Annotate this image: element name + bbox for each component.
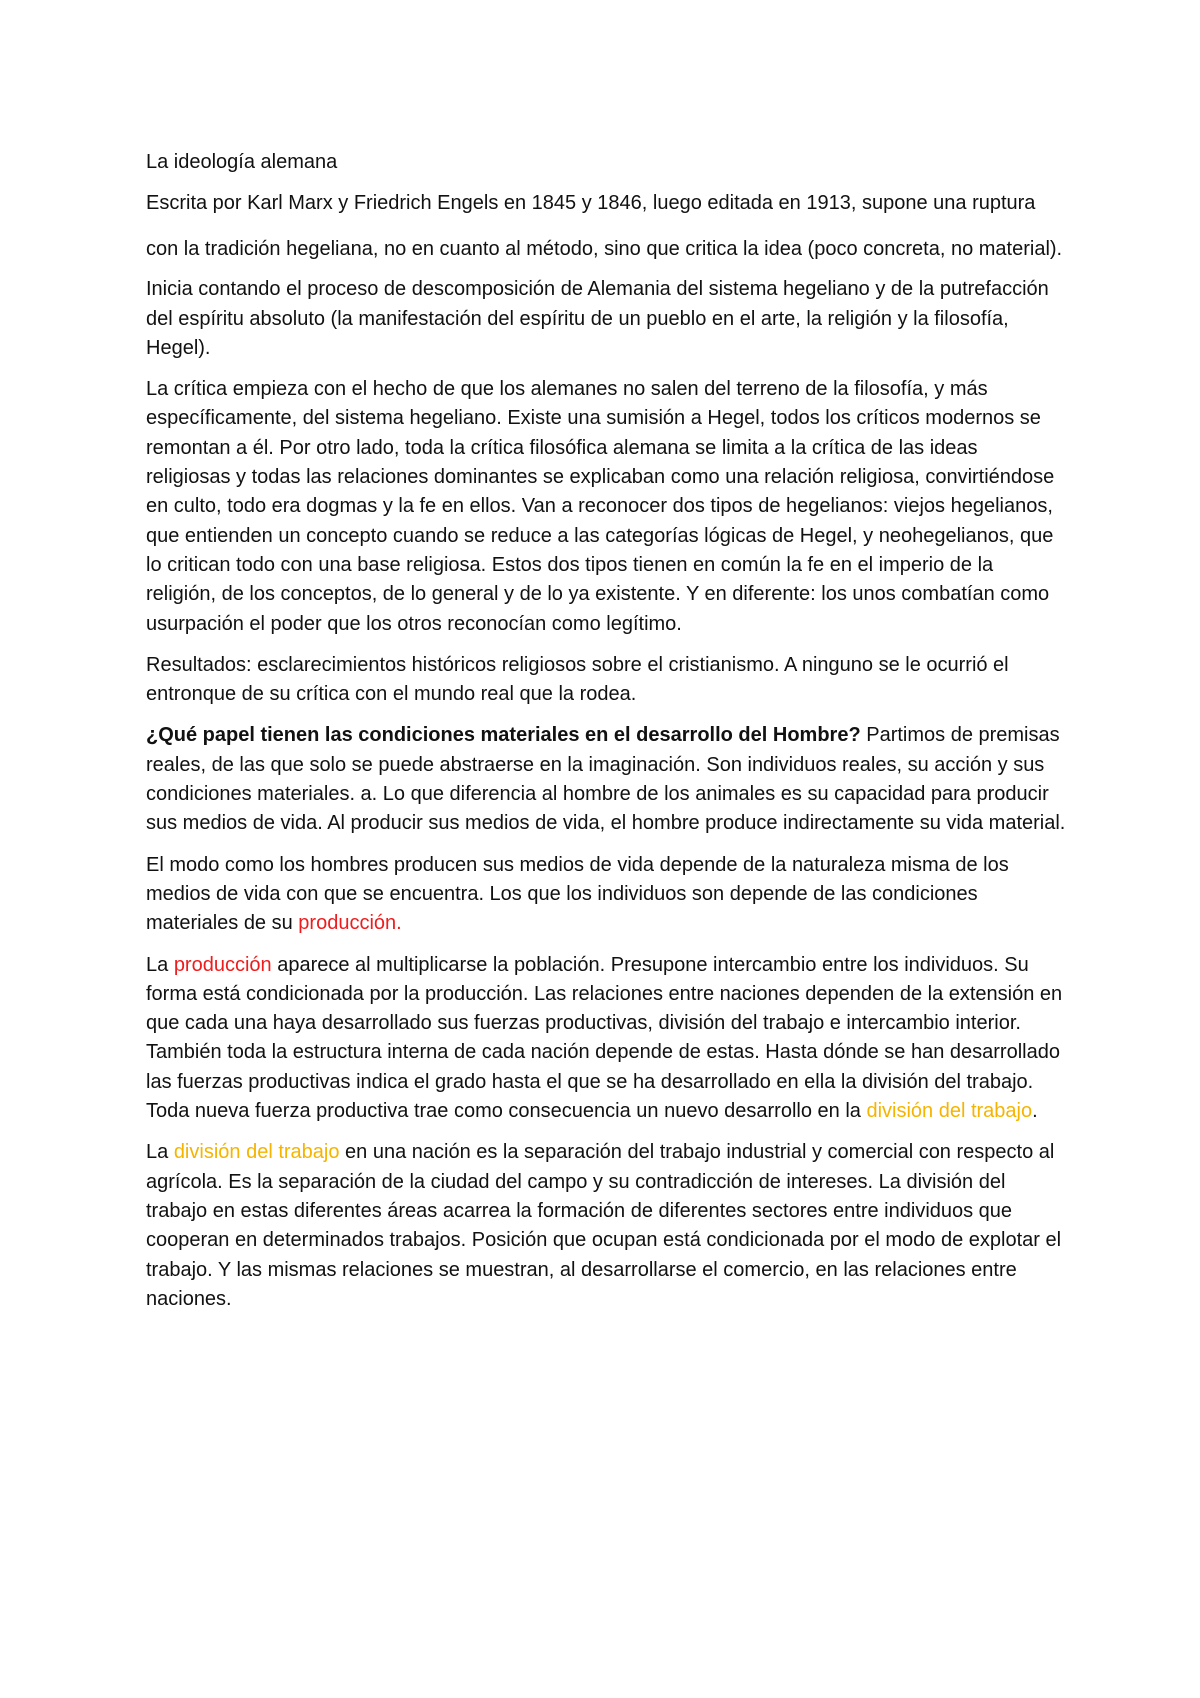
paragraph-end: . (1032, 1100, 1038, 1123)
document-body (146, 148, 1066, 1326)
question-heading: ¿Qué papel tienen las condiciones materiales en el desarrollo del Hombre? (146, 724, 861, 747)
paragraph-decomposition: Inicia contando el proceso de descomposición de Alemania del sistema hegeliano y de la putrefacción del espíritu absoluto (la manifestación del espíritu de un pueblo en el arte, la religión y la filosofía, Hegel). (146, 278, 1049, 359)
document-title: La ideología alemana (146, 151, 338, 173)
highlight-division-del-trabajo: división del trabajo (173, 1141, 340, 1164)
paragraph-text: en una nación es la separación del trabajo industrial y comercial con respecto al agrícola. Es la separación de la ciudad del campo y su contradicción de intereses. La división del trabajo en estas diferentes áreas acarrea la formación de diferentes sectores entre individuos que cooperan en determinados trabajos. Posición que ocupan está condicionada por el modo de explotar el trabajo. Y las mismas relaciones se muestran, al desarrollarse el comercio, en las relaciones entre naciones. (146, 1141, 1062, 1310)
paragraph-mode-of-production (146, 851, 1066, 939)
paragraph-lead: La (146, 1141, 174, 1164)
paragraph-production (146, 951, 1066, 1127)
highlight-division-del-trabajo: división del trabajo (866, 1100, 1033, 1123)
paragraph-lead: La (146, 953, 174, 976)
paragraph-text: El modo como los hombres producen sus medios de vida depende de la naturaleza misma de los medios de vida con que se encuentra. Los que los individuos son depende de las condiciones materiales de su (146, 853, 1009, 935)
paragraph-results: Resultados: esclarecimientos históricos religiosos sobre el cristianismo. A ninguno se le ocurrió el entronque de su crítica con el mundo real que la rodea. (146, 653, 1009, 706)
paragraph-division-of-labor (146, 1138, 1066, 1314)
paragraph-text: aparece al multiplicarse la población. Presupone intercambio entre los individuos. Su forma está condicionada por la producción. Las relaciones entre naciones dependen de la extensión en que cada una haya desarrollado sus fuerzas productivas, división del trabajo e intercambio interior. También toda la estructura interna de cada nación depende de estas. Hasta dónde se han desarrollado las fuerzas productivas indica el grado hasta el que se ha desarrollado en ella la división del trabajo. Toda nueva fuerza productiva trae como consecuencia un nuevo desarrollo en la (146, 953, 1063, 1123)
paragraph-material-conditions (146, 721, 1066, 838)
highlight-produccion: producción (173, 953, 272, 976)
highlight-produccion: producción. (298, 912, 402, 935)
paragraph-intro: Escrita por Karl Marx y Friedrich Engels en 1845 y 1846, luego editada en 1913, supone una ruptura con la tradición hegeliana, no en cuanto al método, sino que critica la idea (poco concreta, no material). (146, 192, 1063, 261)
paragraph-critique: La crítica empieza con el hecho de que los alemanes no salen del terreno de la filosofía, y más específicamente, del sistema hegeliano. Existe una sumisión a Hegel, todos los críticos modernos se remontan a él. Por otro lado, toda la crítica filosófica alemana se limita a la crítica de las ideas religiosas y todas las relaciones dominantes se explicaban como una relación religiosa, convirtiéndose en culto, todo era dogmas y la fe en ellos. Van a reconocer dos tipos de hegelianos: viejos hegelianos, que entienden un concepto cuando se reduce a las categorías lógicas de Hegel, y neohegelianos, que lo critican todo con una base religiosa. Estos dos tipos tienen en común la fe en el imperio de la religión, de los conceptos, de lo general y de lo ya existente. Y en diferente: los unos combatían como usurpación el poder que los otros reconocían como legítimo. (146, 378, 1055, 635)
paragraph-text: Partimos de premisas reales, de las que solo se puede abstraerse en la imaginación. Son individuos reales, su acción y sus condiciones materiales. a. Lo que diferencia al hombre de los animales es su capacidad para producir sus medios de vida. Al producir sus medios de vida, el hombre produce indirectamente su vida material. (146, 724, 1066, 835)
